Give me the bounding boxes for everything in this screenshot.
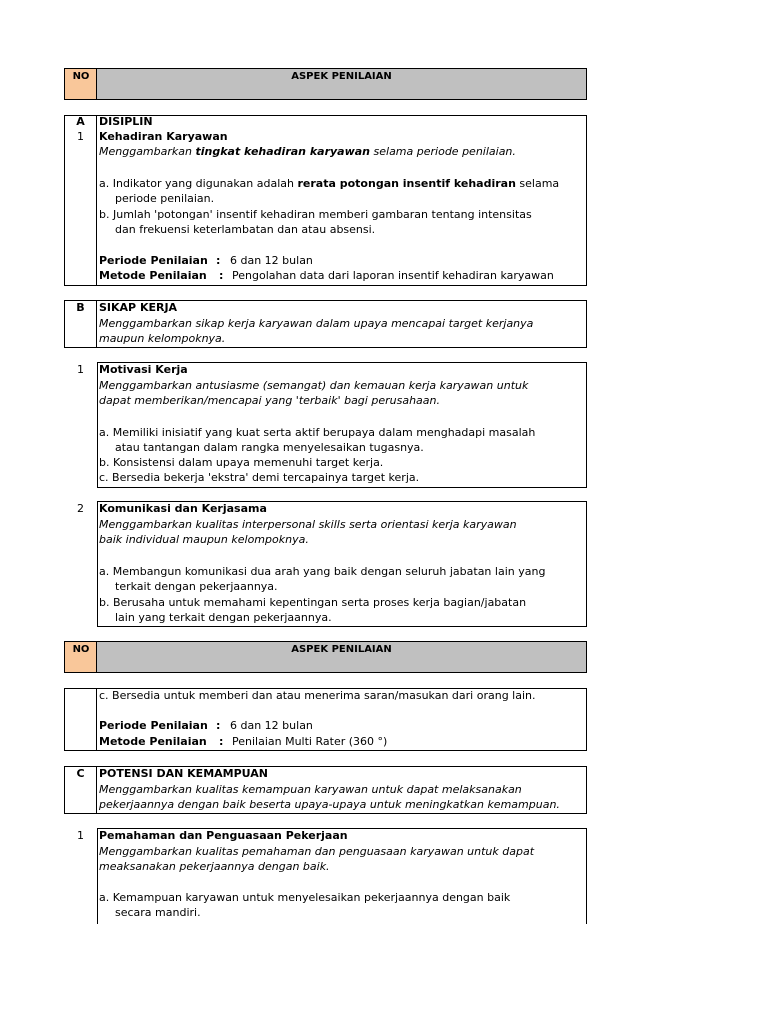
continuation-metode-value: Penilaian Multi Rater (360 °) — [232, 735, 388, 748]
komunikasi-description: Menggambarkan kualitas interpersonal skills serta orientasi kerja karyawan — [99, 518, 517, 531]
section-a-letter: A — [76, 115, 85, 128]
komunikasi-item-a: a. Membangun komunikasi dua arah yang baik dengan seluruh jabatan lain yang — [99, 565, 546, 578]
section-a-description: Menggambarkan tingkat kehadiran karyawan selama periode penilaian. — [99, 145, 516, 158]
section-a-item-b: b. Jumlah 'potongan' insentif kehadiran memberi gambaran tentang intensitas — [99, 208, 532, 221]
motivasi-item-a: a. Memiliki inisiatif yang kuat serta aktif berupaya dalam menghadapi masalah — [99, 426, 536, 439]
header-no-repeat: NO — [64, 641, 97, 673]
section-a-title: DISIPLIN — [99, 115, 153, 128]
header-aspek-repeat: ASPEK PENILAIAN — [96, 641, 587, 673]
section-b-description: Menggambarkan sikap kerja karyawan dalam upaya mencapai target kerjanya — [99, 317, 534, 330]
header-no: NO — [64, 68, 97, 100]
komunikasi-item-a-cont: terkait dengan pekerjaannya. — [115, 580, 278, 593]
motivasi-item-c: c. Bersedia bekerja 'ekstra' demi tercapainya target kerja. — [99, 471, 420, 484]
section-c-description: Menggambarkan kualitas kemampuan karyawan untuk dapat melaksanakan — [99, 783, 522, 796]
section-a-subtitle: Kehadiran Karyawan — [99, 130, 228, 143]
motivasi-description-cont: dapat memberikan/mencapai yang 'terbaik' bagi perusahaan. — [99, 394, 440, 407]
section-a-periode-value: 6 dan 12 bulan — [230, 254, 313, 267]
section-b-description-cont: maupun kelompoknya. — [99, 332, 226, 345]
motivasi-item-b: b. Konsistensi dalam upaya memenuhi target kerja. — [99, 456, 384, 469]
komunikasi-description-cont: baik individual maupun kelompoknya. — [99, 533, 309, 546]
section-a-item-a-cont: periode penilaian. — [115, 192, 215, 205]
pemahaman-title: Pemahaman dan Penguasaan Pekerjaan — [99, 829, 348, 842]
continuation-periode-label: Periode Penilaian — [99, 719, 208, 732]
pemahaman-description: Menggambarkan kualitas pemahaman dan penguasaan karyawan untuk dapat — [99, 845, 535, 858]
section-a-metode-sep: : — [219, 269, 224, 282]
section-a-periode-sep: : — [216, 254, 221, 267]
section-a-metode-value: Pengolahan data dari laporan insentif kehadiran karyawan — [232, 269, 554, 282]
pemahaman-item-a-cont: secara mandiri. — [115, 906, 201, 919]
komunikasi-item-b-cont: lain yang terkait dengan pekerjaannya. — [115, 611, 332, 624]
motivasi-number: 1 — [77, 363, 84, 376]
komunikasi-title: Komunikasi dan Kerjasama — [99, 502, 267, 515]
section-a-item-a: a. Indikator yang digunakan adalah rerata potongan insentif kehadiran selama — [99, 177, 560, 190]
motivasi-description: Menggambarkan antusiasme (semangat) dan kemauan kerja karyawan untuk — [99, 379, 529, 392]
pemahaman-number: 1 — [77, 829, 84, 842]
pemahaman-item-a: a. Kemampuan karyawan untuk menyelesaikan pekerjaannya dengan baik — [99, 891, 511, 904]
header-aspek: ASPEK PENILAIAN — [96, 68, 587, 100]
continuation-metode-sep: : — [219, 735, 224, 748]
motivasi-title: Motivasi Kerja — [99, 363, 188, 376]
continuation-item-c: c. Bersedia untuk memberi dan atau menerima saran/masukan dari orang lain. — [99, 689, 536, 702]
pemahaman-description-cont: meaksanakan pekerjaannya dengan baik. — [99, 860, 330, 873]
section-c-letter: C — [76, 767, 85, 780]
continuation-periode-sep: : — [216, 719, 221, 732]
section-a-periode-label: Periode Penilaian — [99, 254, 208, 267]
section-b-title: SIKAP KERJA — [99, 301, 178, 314]
section-a-metode-label: Metode Penilaian — [99, 269, 207, 282]
section-a-number: 1 — [77, 130, 84, 143]
section-b-letter: B — [76, 301, 85, 314]
continuation-no-column — [64, 688, 97, 751]
continuation-metode-label: Metode Penilaian — [99, 735, 207, 748]
komunikasi-item-b: b. Berusaha untuk memahami kepentingan serta proses kerja bagian/jabatan — [99, 596, 527, 609]
section-c-description-cont: pekerjaannya dengan baik beserta upaya-upaya untuk meningkatkan kemampuan. — [99, 798, 560, 811]
motivasi-item-a-cont: atau tantangan dalam rangka menyelesaikan tugasnya. — [115, 441, 424, 454]
komunikasi-number: 2 — [77, 502, 84, 515]
section-c-title: POTENSI DAN KEMAMPUAN — [99, 767, 268, 780]
continuation-periode-value: 6 dan 12 bulan — [230, 719, 313, 732]
section-a-item-b-cont: dan frekuensi keterlambatan dan atau absensi. — [115, 223, 376, 236]
